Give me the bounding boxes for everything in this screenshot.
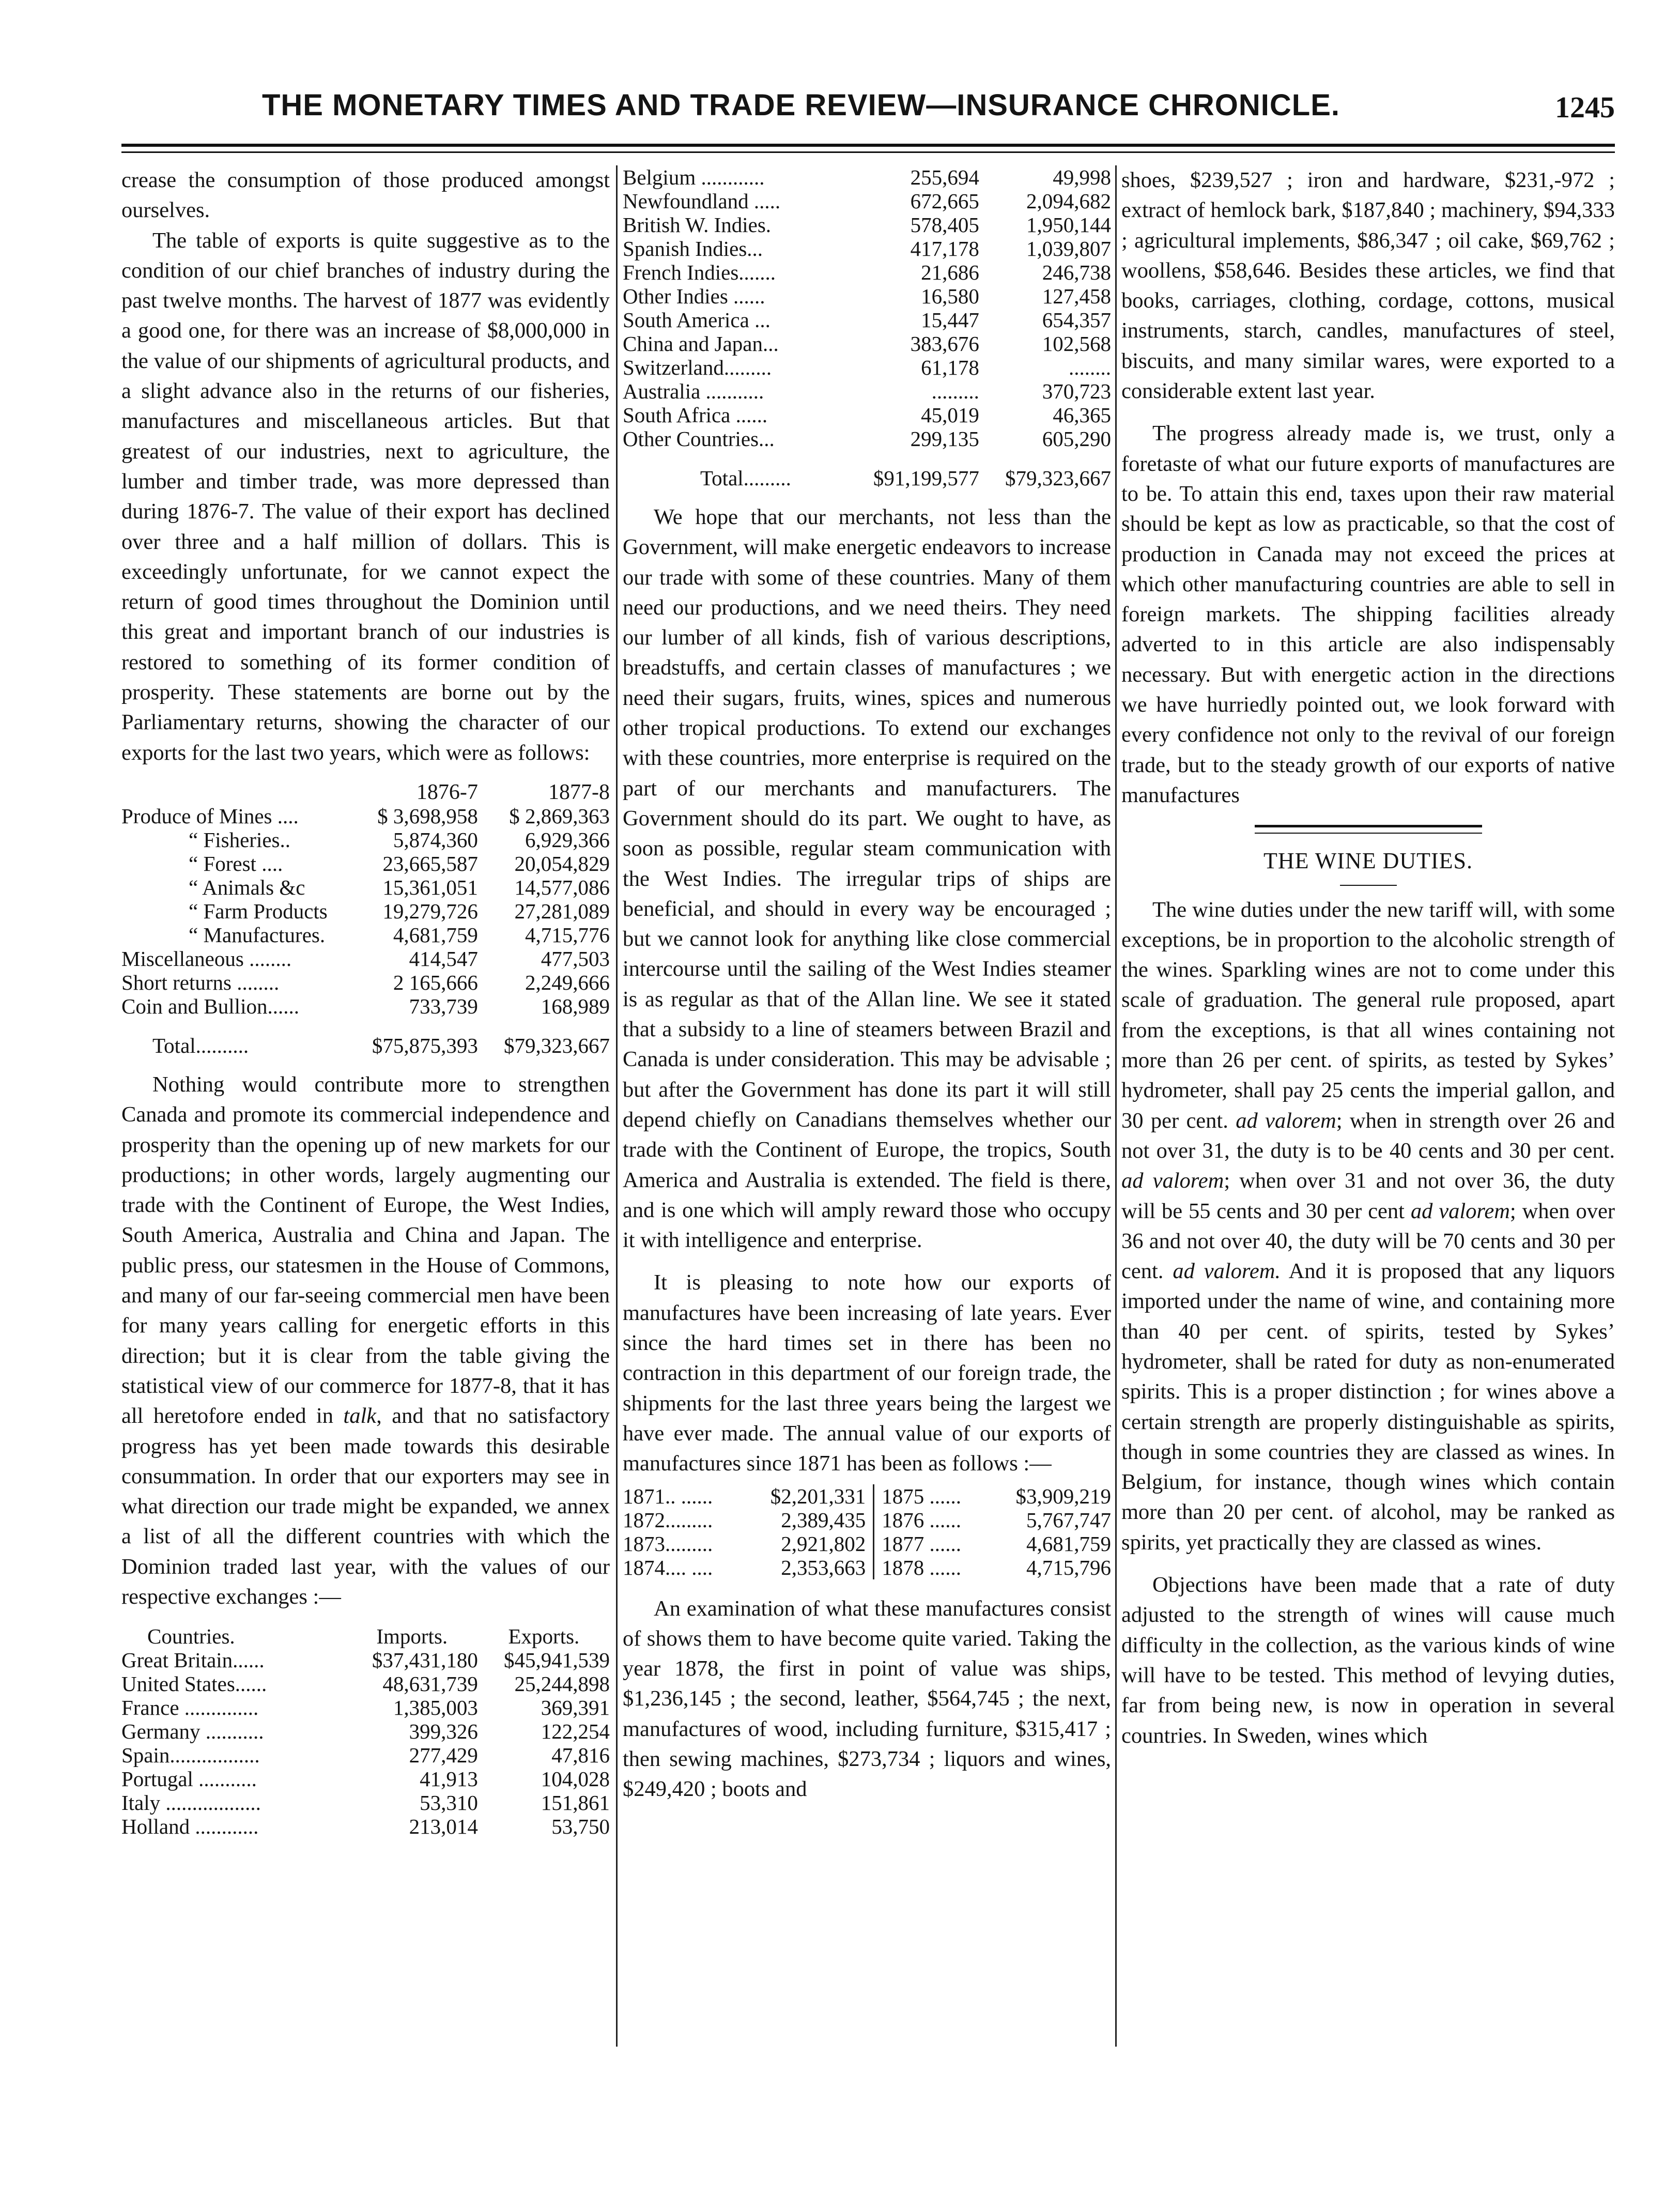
export-category-label: Produce of Mines ....: [121, 804, 299, 828]
year-value-left: 2,353,663: [781, 1555, 866, 1579]
country-imports: 672,665: [910, 189, 979, 213]
column-3: [1121, 165, 1615, 2047]
countries-header-exports: Exports.: [508, 1624, 580, 1649]
country-imports: 383,676: [910, 332, 979, 356]
table-row: [121, 1648, 610, 1672]
country-name: Australia ...........: [623, 379, 764, 403]
table-row: [121, 899, 610, 923]
country-imports: 1,385,003: [393, 1696, 478, 1720]
export-value-1876: 23,665,587: [382, 851, 478, 875]
country-name: Other Countries...: [623, 427, 775, 451]
table-row: [121, 828, 610, 852]
country-imports: 213,014: [409, 1815, 478, 1839]
table-row: [623, 332, 1111, 356]
country-name: French Indies.......: [623, 260, 776, 284]
country-exports: 246,738: [1042, 260, 1111, 284]
countries-header-imports: Imports.: [376, 1624, 448, 1649]
year-value-right: 4,715,796: [1026, 1555, 1111, 1579]
table-row: [121, 1791, 610, 1815]
country-name: South America ...: [623, 308, 770, 332]
country-name: Portugal ...........: [121, 1767, 257, 1791]
country-imports: 299,135: [910, 427, 979, 451]
country-name: China and Japan...: [623, 332, 779, 356]
export-value-1876: 19,279,726: [382, 899, 478, 923]
export-value-1877: $ 2,869,363: [509, 804, 610, 828]
export-value-1877: 4,715,776: [525, 923, 610, 947]
column-1: [121, 165, 610, 2047]
year-value-right: 4,681,759: [1026, 1531, 1111, 1556]
exports-col-header-1: 1876-7: [416, 780, 478, 804]
section-ornament-rule-thin: [1255, 833, 1482, 834]
country-exports: 654,357: [1042, 308, 1111, 332]
table-row: [623, 165, 1111, 189]
country-imports: 15,447: [921, 308, 979, 332]
countries-total-exports: $79,323,667: [1005, 466, 1111, 490]
export-value-1876: 2 165,666: [393, 970, 478, 994]
wine-text-a: The wine duties under the new tariff will, with some exceptions, be in proportion to the alcoholic strength of the wines. Sparkling wines are not to come under this scale of graduation. The general rule proposed, apart from the exceptions, is that all wines containing not more than 26 per cent. of spirits, as tested by Sykes’ hydrometer, shall pay 25 cents the imperial gallon, and 30 per cent.: [1121, 897, 1615, 1133]
country-imports: 48,631,739: [382, 1672, 478, 1696]
export-value-1876: 15,361,051: [382, 875, 478, 899]
table-row: [623, 1508, 1111, 1532]
manufactures-by-year-table: [623, 1484, 1111, 1579]
export-category-label: “ Fisheries..: [189, 827, 290, 852]
wine-text-b: ; when in strength over 26 and not over 31, the duty is to be 40 cents and 30 per cent.: [1121, 1108, 1615, 1163]
year-label-left: 1872.........: [623, 1508, 713, 1532]
table-row: [623, 427, 1111, 451]
country-exports: 25,244,898: [514, 1672, 610, 1696]
export-value-1876: 5,874,360: [393, 827, 478, 852]
table-row: [121, 1672, 610, 1696]
year-value-left: $2,201,331: [770, 1484, 866, 1508]
wine-italic-1: ad valorem: [1236, 1108, 1336, 1133]
table-row: [623, 1532, 1111, 1556]
countries-total-imports: $91,199,577: [873, 466, 979, 490]
country-exports: 370,723: [1042, 379, 1111, 403]
country-name: Spanish Indies...: [623, 237, 763, 260]
table-row: [623, 1484, 1111, 1508]
exports-total-label: Total..........: [152, 1033, 249, 1057]
country-exports: 47,816: [551, 1743, 610, 1768]
heading-short-rule: [1340, 885, 1397, 886]
country-name: Holland ............: [121, 1815, 259, 1839]
table-row: [121, 875, 610, 899]
country-imports: .........: [931, 379, 979, 403]
table-row: [121, 971, 610, 994]
year-label-left: 1874.... ....: [623, 1555, 713, 1579]
export-value-1876: 4,681,759: [393, 923, 478, 947]
export-value-1877: 6,929,366: [525, 827, 610, 852]
table-row: [121, 1815, 610, 1838]
header-rule-thick: [121, 144, 1615, 147]
countries-total-label: Total.........: [700, 466, 791, 490]
table-row: [623, 308, 1111, 332]
wine-italic-4: ad valorem.: [1173, 1259, 1281, 1284]
country-name: Other Indies ......: [623, 284, 765, 308]
country-name: Spain.................: [121, 1743, 260, 1768]
section-heading: THE WINE DUTIES.: [1263, 848, 1473, 874]
col1-paragraph-3-text: Nothing would contribute more to strengthen Canada and promote its commercial independence and prosperity than the opening up of new markets for our productions; in other words, largely augmenting our trade with the Continent of Europe, the West Indies, South America, Australia and China and Japan. The public press, our statesmen in the House of Commons, and many of our far-seeing commercial men have been for many years calling for energetic efforts in this direction; but it is clear from the table giving the statistical view of our commerce for 1877-8, that it has all heretofore ended in: [121, 1072, 610, 1428]
country-exports: 2,094,682: [1026, 189, 1111, 213]
country-name: Newfoundland .....: [623, 189, 781, 213]
country-exports: 369,391: [541, 1696, 610, 1720]
year-label-left: 1873.........: [623, 1531, 713, 1556]
wine-text-c: ; when over 31 and not over 36, the duty will be 55 cents and 30 per cent: [1121, 1169, 1615, 1223]
col2-paragraph-1: We hope that our merchants, not less than the Government, will make energetic endeavors to increase our trade with some of these countries. Many of them need our productions, and we need theirs. They need our lumber of all kinds, fish of various descriptions, breadstuffs, and certain classes of manufactures ; we need their sugars, fruits, wines, spices and numerous other tropical productions. To extend our exchanges with these countries, more enterprise is required on the part of our merchants and manufacturers. The Government should do its part. We ought to have, as soon as possible, regular steam communication with the West Indies. The irregular trips of ships are beneficial, and should in every way be encouraged ; but we cannot look for anything like close commercial intercourse until the sailing of the West Indies steamer is as regular as that of the Allan line. We see it stated that a subsidy to a line of steamers between Brazil and Canada is under consideration. This may be advisable ; but after the Government has done its part it will still depend chiefly on Canadians themselves whether our trade with the Continent of Europe, the tropics, South America and Australia is extended. The field is there, and is one which will amply reward those who occupy it with intelligence and enterprise.: [623, 505, 1111, 1253]
col1-paragraph-1: crease the consumption of those produced amongst ourselves.: [121, 168, 610, 223]
country-imports: 255,694: [910, 165, 979, 189]
country-imports: 417,178: [910, 237, 979, 260]
year-value-left: 2,389,435: [781, 1508, 866, 1532]
table-row: [121, 1743, 610, 1767]
col1-paragraph-2: The table of exports is quite suggestive as to the condition of our chief branches of industry during the past twelve months. The harvest of 1877 was evidently a good one, for there was an increase of $8,000,000 in the value of our shipments of agricultural products, and a slight advance also in the returns of our fisheries, manufactures and miscellaneous articles. But that greatest of our industries, next to agriculture, the lumber and timber trade, was more depressed than during 1876-7. The value of their export has declined over three and a half million of dollars. This is exceedingly unfortunate, for we cannot expect the return of good times throughout the Dominion until this great and important branch of our industries is restored to something of its former condition of prosperity. These statements are borne out by the Parliamentary returns, showing the character of our exports for the last two years, which were as follows:: [121, 228, 610, 765]
year-label-right: 1877 ......: [874, 1532, 988, 1556]
country-exports: 1,039,807: [1026, 237, 1111, 260]
country-imports: 41,913: [420, 1767, 478, 1791]
exports-total-1876: $75,875,393: [372, 1033, 478, 1057]
col3-paragraph-2: The progress already made is, we trust, only a foretaste of what our future exports of manufactures are to be. To attain this end, taxes upon their raw material should be kept as low as practicable, so that the cost of production in Canada may not exceed the prices at which other manufacturing countries are able to sell in foreign markets. The shipping facilities already adverted to in this article are also indispensably necessary. But with energetic action in the directions we have hurriedly pointed out, we look forward with every confidence not only to the revival of our foreign trade, but to the steady growth of our exports of native manufactures: [1121, 421, 1615, 807]
country-name: Belgium ............: [623, 165, 765, 189]
wine-italic-3: ad valorem: [1410, 1199, 1510, 1223]
column-divider-2: [1115, 165, 1117, 2047]
export-value-1877: 14,577,086: [514, 875, 610, 899]
country-imports: 21,686: [921, 260, 979, 284]
country-exports: 46,365: [1053, 403, 1111, 427]
country-imports: 45,019: [921, 403, 979, 427]
table-row: [623, 189, 1111, 213]
table-row: [121, 852, 610, 875]
section-ornament-rule: [1255, 825, 1482, 827]
table-row: [121, 804, 610, 828]
countries-table: [121, 1624, 610, 1838]
table-row: [623, 1556, 1111, 1579]
country-name: France ..............: [121, 1696, 259, 1720]
exports-col-header-2: 1877-8: [548, 780, 610, 804]
year-value-left: 2,921,802: [781, 1531, 866, 1556]
export-value-1876: 414,547: [409, 946, 478, 971]
export-category-label: Coin and Bullion......: [121, 994, 299, 1018]
col1-paragraph-3-rest: , and that no satisfactory progress has yet been made towards this desirable consummation. In order that our exporters may see in what direction our trade might be expanded, we annex a list of all the different countries with which the Dominion traded last year, with the values of our respective exchanges :—: [121, 1404, 610, 1609]
table-row: [623, 379, 1111, 403]
column-2: [623, 165, 1111, 2047]
countries-header-countries: Countries.: [147, 1624, 235, 1649]
country-exports: 1,950,144: [1026, 213, 1111, 237]
table-row: [121, 947, 610, 971]
year-label-right: 1876 ......: [874, 1508, 988, 1532]
export-category-label: “ Animals &c: [189, 875, 305, 899]
page-number: 1245: [1555, 90, 1615, 124]
country-name: Germany ...........: [121, 1719, 264, 1744]
wine-text-e: And it is proposed that any liquors imported under the name of wine, and containing more than 40 per cent. of spirits, tested by Sykes’ hydrometer, shall be rated for duty as non-enumerated spirits. This is a proper distinction ; for wines above a certain strength are properly distinguishable as spirits, though in some countries they are classed as wines. In Belgium, for instance, though wines which contain more than 20 per cent. of alcohol, may be ranked as spirits, yet practically they are classed as wines.: [1121, 1259, 1615, 1555]
table-row: [121, 994, 610, 1018]
country-imports: 277,429: [409, 1743, 478, 1768]
export-value-1877: 27,281,089: [514, 899, 610, 923]
col2-paragraph-2: It is pleasing to note how our exports of manufactures have been increasing of late years. Ever since the hard times set in there has been no contraction in this department of our foreign trade, the shipments for the last three years being the largest we have ever made. The annual value of our exports of manufactures since 1871 has been as follows :—: [623, 1270, 1111, 1476]
country-exports: 49,998: [1053, 165, 1111, 189]
table-row: [121, 923, 610, 947]
exports-total-1877: $79,323,667: [504, 1033, 610, 1057]
export-category-label: Miscellaneous ........: [121, 946, 292, 971]
country-exports: 122,254: [541, 1719, 610, 1744]
country-exports: 605,290: [1042, 427, 1111, 451]
export-value-1877: 20,054,829: [514, 851, 610, 875]
country-name: United States......: [121, 1672, 267, 1696]
country-imports: 16,580: [921, 284, 979, 308]
country-exports: 102,568: [1042, 332, 1111, 356]
col3-paragraph-1: shoes, $239,527 ; iron and hardware, $231,-972 ; extract of hemlock bark, $187,840 ; machinery, $94,333 ; agricultural implements, $86,347 ; oil cake, $69,762 ; woollens, $58,646. Besides these articles, we find that books, carriages, clothing, cordage, cottons, musical instruments, starch, candles, manufactures of steel, biscuits, and many similar wares, were exported to a considerable extent last year.: [1121, 168, 1615, 404]
year-label-left: 1871.. ......: [623, 1484, 713, 1508]
table-row: [623, 356, 1111, 379]
country-name: Italy ..................: [121, 1791, 261, 1815]
col1-paragraph-3: [121, 1070, 610, 1612]
export-category-label: “ Forest ....: [189, 851, 283, 875]
year-value-right: $3,909,219: [1015, 1484, 1111, 1508]
export-value-1876: 733,739: [409, 994, 478, 1018]
country-name: Switzerland.........: [623, 356, 772, 379]
header-rule-thin: [121, 151, 1615, 153]
country-imports: $37,431,180: [372, 1648, 478, 1672]
col2-paragraph-3: An examination of what these manufactures consist of shows them to have become quite varied. Taking the year 1878, the first in point of value was ships, $1,236,145 ; the second, leather, $564,745 ; the next, manufactures of wood, including furniture, $315,417 ; then sewing machines, $273,734 ; liquors and wines, $249,420 ; boots and: [623, 1596, 1111, 1802]
country-exports: $45,941,539: [504, 1648, 610, 1672]
masthead-title: THE MONETARY TIMES AND TRADE REVIEW—INSURANCE CHRONICLE.: [261, 88, 1340, 122]
export-category-label: “ Manufactures.: [189, 923, 326, 947]
country-name: British W. Indies.: [623, 213, 772, 237]
country-imports: 53,310: [420, 1791, 478, 1815]
country-exports: 151,861: [541, 1791, 610, 1815]
export-value-1876: $ 3,698,958: [377, 804, 478, 828]
column-divider-1: [616, 165, 618, 2047]
export-value-1877: 477,503: [541, 946, 610, 971]
country-exports: ........: [1069, 356, 1111, 379]
table-row: [121, 1767, 610, 1791]
table-row: [121, 1696, 610, 1719]
col1-paragraph-3-italic: talk: [343, 1404, 377, 1428]
countries-table-continued: [623, 165, 1111, 490]
col3-paragraph-4: Objections have been made that a rate of duty adjusted to the strength of wines will cause much difficulty in the collection, as the various kinds of wine will have to be tested. This method of levying duties, far from being new, is now in operation in several countries. In Sweden, wines which: [1121, 1573, 1615, 1748]
year-label-right: 1875 ......: [874, 1484, 988, 1508]
table-row: [121, 1719, 610, 1743]
table-row: [623, 237, 1111, 260]
country-exports: 53,750: [551, 1815, 610, 1839]
export-value-1877: 168,989: [541, 994, 610, 1018]
table-row: [623, 284, 1111, 308]
country-imports: 399,326: [409, 1719, 478, 1744]
col3-paragraph-3: [1121, 895, 1615, 1558]
exports-by-category-table: [121, 780, 610, 1057]
country-imports: 578,405: [910, 213, 979, 237]
wine-italic-2: ad valorem: [1121, 1169, 1224, 1193]
country-exports: 104,028: [541, 1767, 610, 1791]
table-row: [623, 213, 1111, 237]
year-label-right: 1878 ......: [874, 1556, 988, 1579]
country-imports: 61,178: [921, 356, 979, 379]
wine-text-d: ; when over 36 and not over 40, the duty will be 70 cents and 30 per cent.: [1121, 1199, 1615, 1284]
export-value-1877: 2,249,666: [525, 970, 610, 994]
page-header: [121, 88, 1615, 134]
country-exports: 127,458: [1042, 284, 1111, 308]
table-row: [623, 403, 1111, 427]
export-category-label: Short returns ........: [121, 970, 280, 994]
country-name: Great Britain......: [121, 1648, 265, 1672]
year-value-right: 5,767,747: [1026, 1508, 1111, 1532]
export-category-label: “ Farm Products: [189, 899, 328, 923]
country-name: South Africa ......: [623, 403, 768, 427]
table-row: [623, 260, 1111, 284]
